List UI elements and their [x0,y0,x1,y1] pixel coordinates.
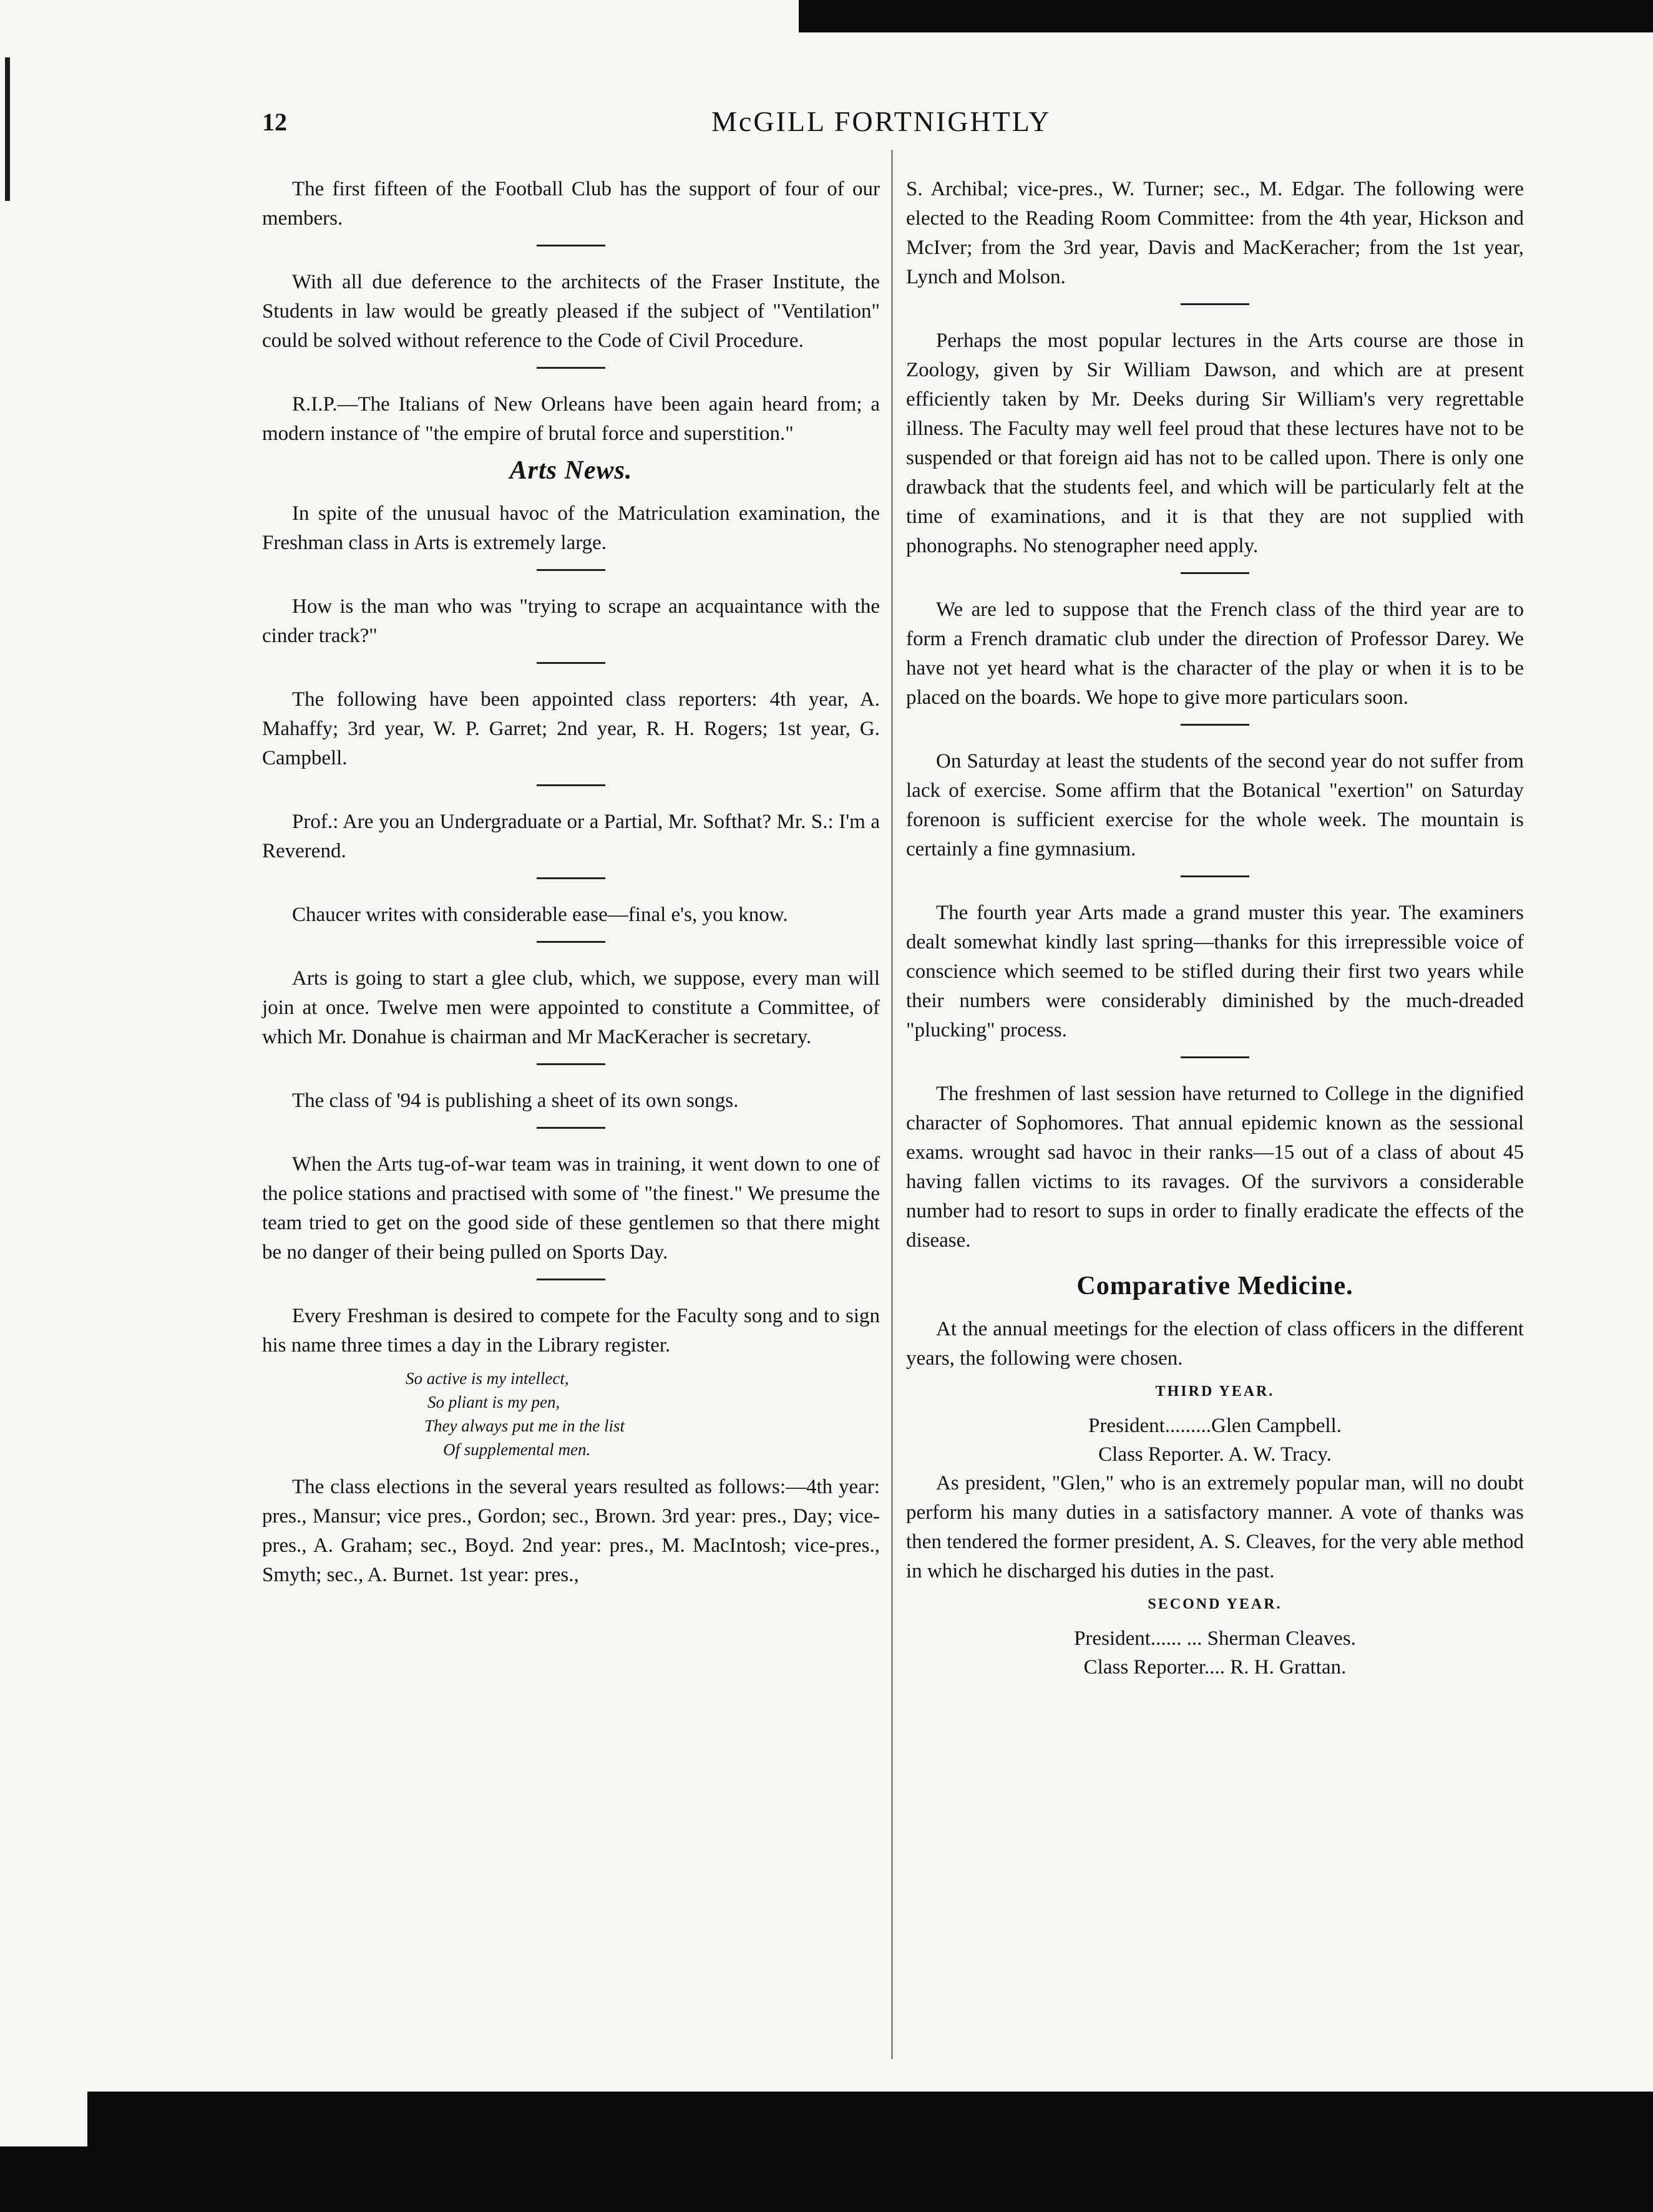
section-title-comparative-medicine: Comparative Medicine. [1076,1272,1353,1300]
second-year-reporter: Class Reporter.... R. H. Grattan. [1083,1656,1347,1678]
paragraph: The first fifteen of the Football Club has the support of four of our members. [262,178,880,230]
second-year-heading: SECOND YEAR. [1148,1596,1282,1612]
paragraph: As president, "Glen," who is an extremely popular man, will no doubt perform his many duties in a satisfactory manner. A vote of thanks was then tendered the former president, A. S. Cleaves, for the very able method in which he discharged his duties in the past. [906,1472,1524,1582]
third-year-president: President.........Glen Campbell. [1088,1415,1342,1437]
divider [537,662,605,664]
section-title-arts-news: Arts News. [509,456,633,485]
paragraph: The class elections in the several years resulted as follows:—4th year: pres., Mansur; vice pres., Gordon; sec., Brown. 3rd year: pres., Day; vice-pres., A. Graham; sec., Boyd. 2nd year: pres., M. MacIntosh; vice-pres., Smyth; sec., A. Burnet. 1st year: pres., [262,1476,880,1586]
poem [262,1367,880,1461]
divider [537,784,605,786]
scan-edge-top [799,0,1653,32]
paragraph: Every Freshman is desired to compete for the Faculty song and to sign his name three times a day in the Library register. [262,1305,880,1357]
second-year-president: President...... ... Sherman Cleaves. [1074,1627,1356,1650]
paragraph: We are led to suppose that the French class of the third year are to form a French dramatic club under the direction of Professor Darey. We have not yet heard what is the character of the play or when it is to be placed on the boards. We hope to give more particulars soon. [906,598,1524,709]
divider [537,245,605,246]
divider [1181,572,1249,574]
paragraph: Arts is going to start a glee club, which, we suppose, every man will join at once. Twelve men were appointed to constitute a Committee, of which Mr. Donahue is chairman and Mr MacKeracher is secretary. [262,967,880,1048]
paragraph: How is the man who was "trying to scrape an acquaintance with the cinder track?" [262,595,880,647]
divider [1181,724,1249,726]
paragraph: R.I.P.—The Italians of New Orleans have been again heard from; a modern instance of "the empire of brutal force and superstition." [262,393,880,445]
paragraph: In spite of the unusual havoc of the Matriculation examination, the Freshman class in Arts is extremely large. [262,502,880,554]
divider [1181,1056,1249,1058]
third-year-heading: THIRD YEAR. [1155,1383,1275,1400]
divider [1181,303,1249,305]
paragraph: The freshmen of last session have returned to College in the dignified character of Sophomores. That annual epidemic known as the sessional exams. wrought sad havoc in their ranks—15 out of a class of about 45 having fallen victims to its ravages. Of the survivors a considerable number had to resort to sups in order to finally eradicate the effects of the disease. [906,1083,1524,1252]
divider [537,1063,605,1065]
divider [537,1279,605,1280]
paragraph: On Saturday at least the students of the second year do not suffer from lack of exercise. Some affirm that the Botanical "exertion" on Saturday forenoon is sufficient exercise for the whole week. The mountain is certainly a fine gymnasium. [906,750,1524,860]
paragraph: Prof.: Are you an Undergraduate or a Partial, Mr. Softhat? Mr. S.: I'm a Reverend. [262,811,880,862]
page-number: 12 [262,108,287,136]
right-column [906,175,1524,1682]
third-year-reporter: Class Reporter. A. W. Tracy. [1098,1443,1332,1466]
paragraph: Perhaps the most popular lectures in the Arts course are those in Zoology, given by Sir William Dawson, and which are at present efficiently taken by Mr. Deeks during Sir William's very regrettable illness. The Faculty may well feel proud that these lectures have not to be suspended or that foreign aid has not to be called upon. There is only one drawback that the students feel, and which will be particularly felt at the time of examinations, and it is that they are not supplied with phonographs. No stenographer need apply. [906,329,1524,557]
poem-line: They always put me in the list [424,1416,625,1435]
paragraph: When the Arts tug-of-war team was in training, it went down to one of the police stations and practised with some of "the finest." We presume the team tried to get on the good side of these gentlemen so that there might be no danger of their being pulled on Sports Day. [262,1153,880,1264]
poem-line: So pliant is my pen, [427,1393,560,1411]
paragraph: Chaucer writes with considerable ease—final e's, you know. [292,904,788,926]
paragraph: The class of '94 is publishing a sheet of its own songs. [292,1089,739,1112]
divider [537,1127,605,1129]
poem-line: Of supplemental men. [443,1440,591,1459]
divider [1181,875,1249,877]
running-head: McGILL FORTNIGHTLY [711,105,1051,137]
divider [537,877,605,879]
paragraph: The following have been appointed class reporters: 4th year, A. Mahaffy; 3rd year, W. P. Garret; 2nd year, R. H. Rogers; 1st year, G. Campbell. [262,688,880,769]
paragraph: S. Archibal; vice-pres., W. Turner; sec., M. Edgar. The following were elected to the Reading Room Committee: from the 4th year, Hickson and McIver; from the 3rd year, Davis and MacKeracher; from the 1st year, Lynch and Molson. [906,178,1524,288]
divider [537,941,605,943]
scan-edge-bottom [87,2092,1653,2212]
divider [537,367,605,369]
paragraph: At the annual meetings for the election of class officers in the different years, the following were chosen. [906,1318,1524,1370]
paragraph: With all due deference to the architects of the Fraser Institute, the Students in law would be greatly pleased if the subject of "Ventilation" could be solved without reference to the Code of Civil Procedure. [262,271,880,352]
column-divider [891,150,893,2059]
left-column [262,175,880,1590]
poem-line: So active is my intellect, [406,1369,569,1388]
scan-edge-left [5,57,10,201]
scan-edge-bottom-left [0,2146,106,2212]
paragraph: The fourth year Arts made a grand muster this year. The examiners dealt somewhat kindly last spring—thanks for this irrepressible voice of conscience which seemed to be stifled during their first two years while their numbers were considerably diminished by the much-dreaded "plucking" process. [906,902,1524,1041]
divider [537,569,605,571]
